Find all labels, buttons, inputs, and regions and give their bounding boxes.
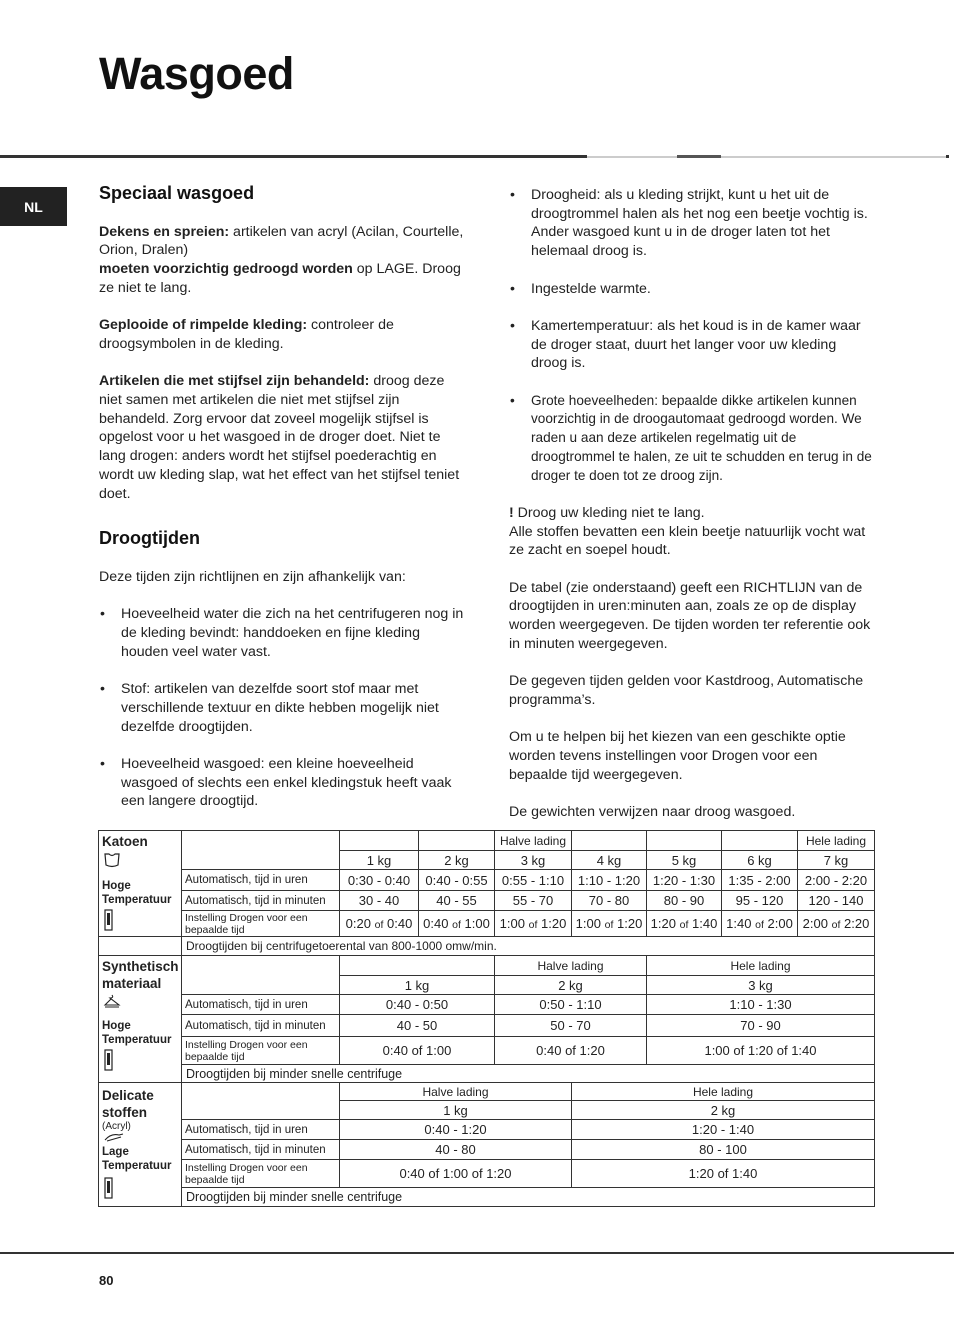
row-label-minutes: Automatisch, tijd in minuten [182, 1015, 340, 1037]
list-item: • Stof: artikelen van dezelfde soort stof maar met verschillende textuur en dikte hebben mogelijk niet dezelfde droogtijden. [99, 680, 469, 736]
time-cell: 1:10 - 1:30 [647, 995, 875, 1015]
time-cell: 1:35 - 2:00 [722, 870, 798, 891]
weight-cell: 6 kg [722, 851, 798, 870]
list-item: • Hoeveelheid water die zich na het centrifugeren nog in de kleding bevindt: handdoeken en fijne kleding houden veel water vast. [99, 605, 469, 661]
paragraph-programs: De gegeven tijden gelden voor Kastdroog, Automatische programma’s. [509, 673, 864, 708]
paragraph-starch: Artikelen die met stijfsel zijn behandeld: droog deze niet samen met artikelen die niet met stijfsel zijn behandeld. Zorg ervoor dat zoveel mogelijk stijfsel is opgelost voor u het wasgoed in de droger doet. Niet te lang drogen: anders wordt het stijfsel poederachtig en wordt uw kleding slap, wat het effect van het stijfsel teniet doet. [99, 373, 460, 502]
weight-cell: 2 kg [572, 1101, 875, 1120]
weight-cell: 1 kg [340, 976, 495, 995]
full-load-label: Hele lading [798, 831, 875, 851]
minutes-cell: 55 - 70 [495, 891, 572, 911]
timed-cell: 1:00 of 1:20 of 1:40 [647, 1037, 875, 1065]
half-load-label: Halve lading [340, 1083, 572, 1101]
time-cell: 2:00 - 2:20 [798, 870, 875, 891]
half-load-label: Halve lading [495, 831, 572, 851]
minutes-cell: 120 - 140 [798, 891, 875, 911]
timed-cell: 0:40 of 1:00 [340, 1037, 495, 1065]
right-column [509, 186, 875, 840]
timed-cell: 1:00 of 1:20 [572, 911, 647, 937]
minutes-cell: 70 - 90 [647, 1015, 875, 1037]
time-cell: 0:40 - 1:20 [340, 1120, 572, 1140]
weight-cell: 2 kg [495, 976, 647, 995]
full-load-label: Hele lading [572, 1083, 875, 1101]
row-label-minutes: Automatisch, tijd in minuten [182, 891, 340, 911]
time-cell: 1:10 - 1:20 [572, 870, 647, 891]
weight-cell: 1 kg [340, 851, 419, 870]
time-cell: 0:50 - 1:10 [495, 995, 647, 1015]
time-cell: 1:20 - 1:30 [647, 870, 722, 891]
heading-special-laundry: Speciaal wasgoed [99, 183, 255, 203]
paragraph-weights: De gewichten verwijzen naar droog wasgoed. [509, 804, 796, 821]
paragraph-timed-help: Om u te helpen bij het kiezen van een geschikte optie worden tevens instellingen voor Drogen voor een bepaalde tijd weergegeven. [509, 729, 846, 783]
heading-drying-times: Droogtijden [99, 528, 200, 549]
category-synthetic: Synthetisch materiaal Hoge Temperatuur [99, 956, 182, 1083]
row-label-timed: Instelling Drogen voor een bepaalde tijd [182, 1160, 340, 1188]
timed-cell: 0:40 of 1:00 of 1:20 [340, 1160, 572, 1188]
minutes-cell: 40 - 50 [340, 1015, 495, 1037]
weight-cell: 3 kg [647, 976, 875, 995]
minutes-cell: 40 - 80 [340, 1140, 572, 1160]
minutes-cell: 80 - 100 [572, 1140, 875, 1160]
footer-rule [0, 1252, 954, 1254]
row-label-hours: Automatisch, tijd in uren [182, 870, 340, 891]
timed-cell: 0:40 of 1:00 [419, 911, 495, 937]
page-number: 80 [99, 1273, 114, 1288]
minutes-cell: 80 - 90 [647, 891, 722, 911]
time-cell: 0:30 - 0:40 [340, 870, 419, 891]
page-title: Wasgoed [99, 48, 294, 99]
minutes-cell: 95 - 120 [722, 891, 798, 911]
paragraph-blankets: Dekens en spreien: artikelen van acryl (Acilan, Courtelle, Orion, Dralen) moeten voorzichtig gedroogd worden op LAGE. Droog ze niet te lang. [99, 223, 464, 296]
time-cell: 0:55 - 1:10 [495, 870, 572, 891]
list-item: • Droogheid: als u kleding strijkt, kunt u het uit de droogtrommel halen als het nog een beetje vochtig is. Ander wasgoed kunt u in de droger laten tot het helemaal droog is. [509, 186, 875, 261]
timed-cell: 1:40 of 2:00 [722, 911, 798, 937]
list-item: • Hoeveelheid wasgoed: een kleine hoeveelheid wasgoed of slechts een enkel kledingstuk heeft vaak een langere droogtijd. [99, 755, 469, 811]
paragraph-pleated: Geplooide of rimpelde kleding: controleer de droogsymbolen in de kleding. [99, 317, 394, 352]
warning-paragraph: ! Droog uw kleding niet te lang. Alle stoffen bevatten een klein beetje natuurlijk vocht wat ze zacht en soepel houdt. [509, 504, 866, 559]
timed-cell: 1:00 of 1:20 [495, 911, 572, 937]
cotton-note: Droogtijden bij centrifugetoerental van 800-1000 omw/min. [182, 937, 875, 956]
minutes-cell: 40 - 55 [419, 891, 495, 911]
weight-cell: 4 kg [572, 851, 647, 870]
low-temperature-icon [104, 1177, 114, 1199]
weight-cell: 2 kg [419, 851, 495, 870]
timed-cell: 1:20 of 1:40 [647, 911, 722, 937]
list-item: • Grote hoeveelheden: bepaalde dikke artikelen kunnen voorzichtig in de droogautomaat gedroogd worden. We raden u aan deze artikelen regelmatig uit de droogtrommel te halen, ze uit te schudden en terug in de droger te doen tot ze droog zijn. [509, 392, 875, 486]
category-cotton: Katoen Hoge Temperatuur [99, 831, 182, 937]
intro-text: Deze tijden zijn richtlijnen en zijn afhankelijk van: [99, 568, 406, 585]
row-label-timed: Instelling Drogen voor een bepaalde tijd [182, 1037, 340, 1065]
synthetic-note: Droogtijden bij minder snelle centrifuge [182, 1065, 875, 1083]
cotton-care-icon [103, 851, 121, 869]
header-rule-end [946, 155, 949, 158]
high-temperature-icon [104, 909, 114, 931]
drying-times-table [98, 830, 875, 1207]
time-cell: 0:40 - 0:50 [340, 995, 495, 1015]
header-rule-dark [677, 155, 721, 158]
high-temperature-icon [104, 1049, 114, 1071]
list-item: • Kamertemperatuur: als het koud is in de kamer waar de droger staat, duurt het langer voor uw kleding droog is. [509, 317, 875, 373]
row-label-hours: Automatisch, tijd in uren [182, 1120, 340, 1140]
time-cell: 1:20 - 1:40 [572, 1120, 875, 1140]
weight-cell: 7 kg [798, 851, 875, 870]
category-delicate: Delicate stoffen (Acryl) Lage Temperatuur [99, 1083, 182, 1207]
paragraph-table-info: De tabel (zie onderstaand) geeft een RICHTLIJN van de droogtijden in uren:minuten aan, zoals ze op de display worden weergegeven. De tijden worden ter referentie ook in minuten weergegeven. [509, 579, 871, 652]
timed-cell: 0:20 of 0:40 [340, 911, 419, 937]
timed-cell: 1:20 of 1:40 [572, 1160, 875, 1188]
header-rule-light [587, 156, 677, 158]
synthetic-care-icon [103, 993, 121, 1009]
weight-cell: 5 kg [647, 851, 722, 870]
factors-list-continued [509, 186, 875, 485]
half-load-label: Halve lading [495, 956, 647, 976]
minutes-cell: 50 - 70 [495, 1015, 647, 1037]
timed-cell: 2:00 of 2:20 [798, 911, 875, 937]
warning-mark: ! [509, 504, 514, 521]
time-cell: 0:40 - 0:55 [419, 870, 495, 891]
delicate-note: Droogtijden bij minder snelle centrifuge [182, 1188, 875, 1207]
row-label-minutes: Automatisch, tijd in minuten [182, 1140, 340, 1160]
weight-cell: 3 kg [495, 851, 572, 870]
factors-list [99, 605, 469, 811]
minutes-cell: 30 - 40 [340, 891, 419, 911]
full-load-label: Hele lading [647, 956, 875, 976]
left-column [99, 184, 469, 830]
header-rule-light-2 [721, 156, 947, 158]
weight-cell: 1 kg [340, 1101, 572, 1120]
timed-cell: 0:40 of 1:20 [495, 1037, 647, 1065]
language-tab: NL [0, 187, 67, 226]
row-label-hours: Automatisch, tijd in uren [182, 995, 340, 1015]
minutes-cell: 70 - 80 [572, 891, 647, 911]
header-rule [0, 155, 587, 158]
list-item: • Ingestelde warmte. [509, 280, 875, 299]
row-label-timed: Instelling Drogen voor een bepaalde tijd [182, 911, 340, 937]
delicate-care-icon [103, 1132, 125, 1144]
